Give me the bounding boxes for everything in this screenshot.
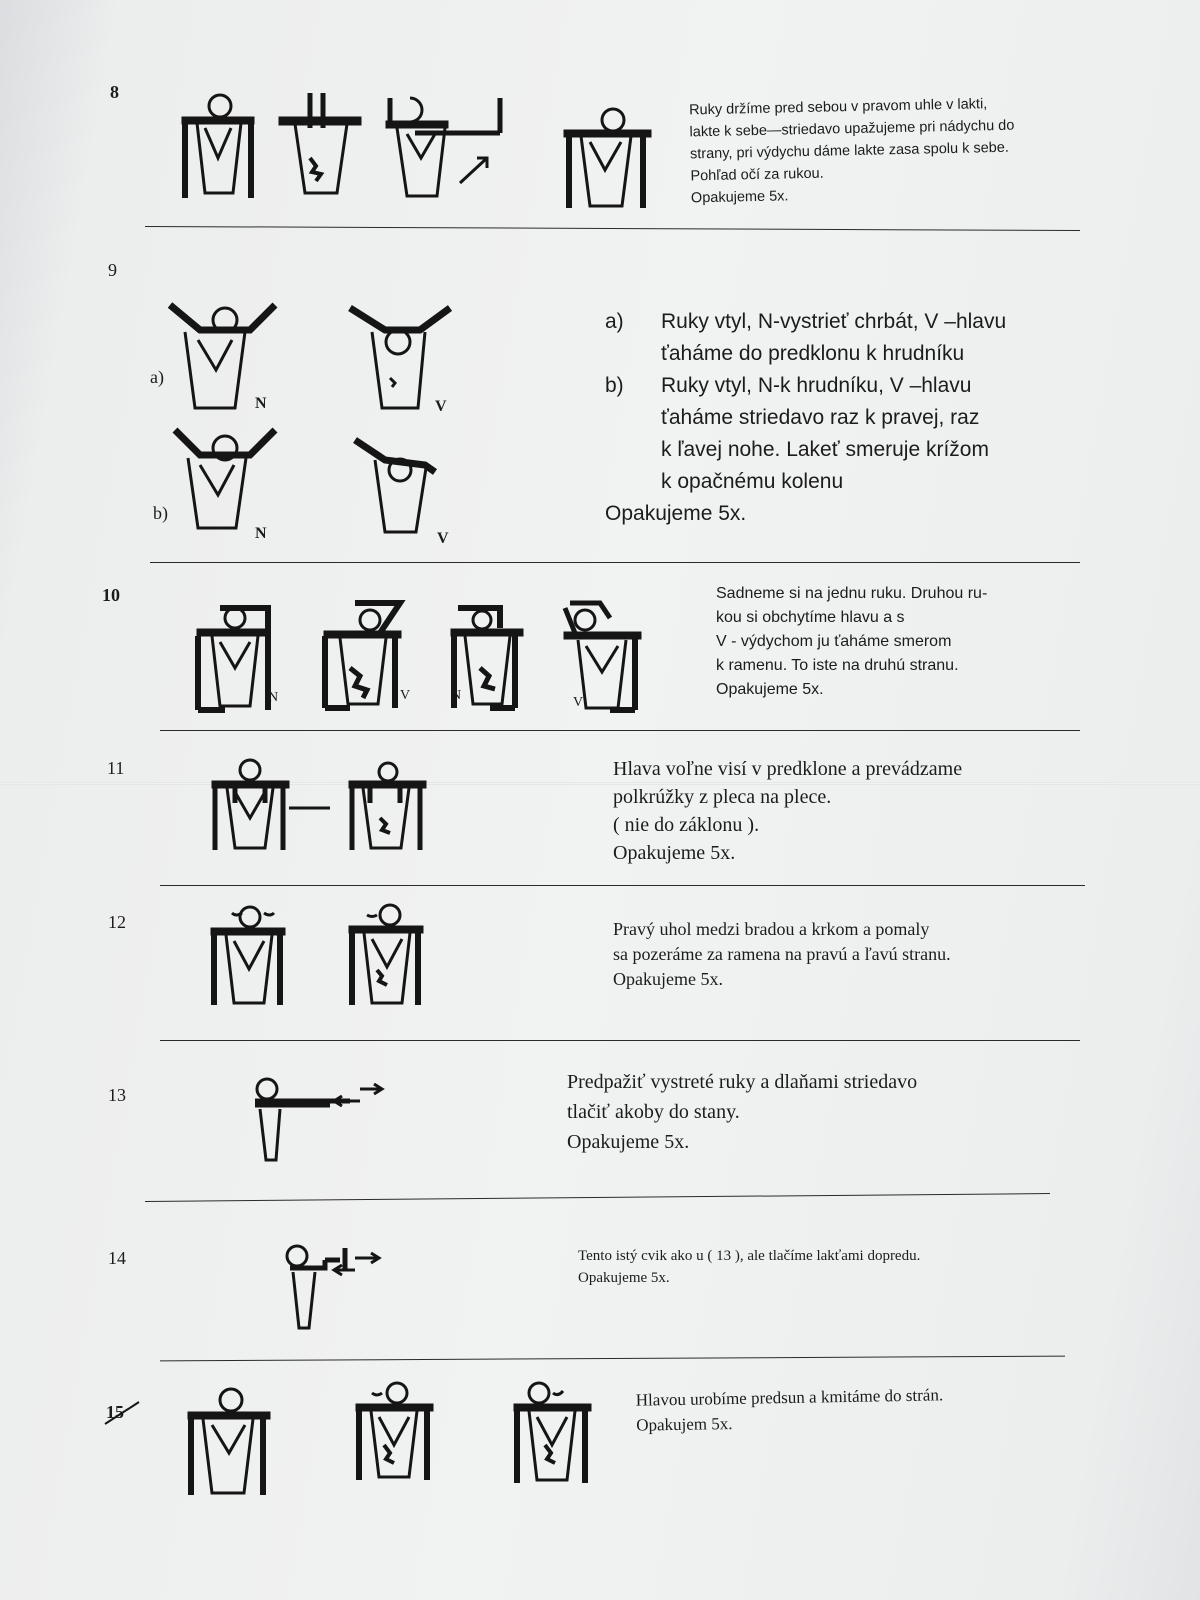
separator-line xyxy=(160,1040,1080,1041)
text-line: Pohľad očí za rukou. xyxy=(690,165,824,185)
exercise-9-instructions xyxy=(605,306,1006,530)
exercise-number: 11 xyxy=(107,758,125,778)
figure-label-n: N xyxy=(255,525,267,542)
exercise-number: 8 xyxy=(110,82,119,102)
exercise-number: 14 xyxy=(108,1248,126,1268)
text-line: Opakujem 5x. xyxy=(636,1414,733,1435)
exercise-number: 12 xyxy=(108,912,126,932)
exercise-10-figures xyxy=(190,598,660,718)
text-line: Sadneme si na jednu ruku. Druhou ru- xyxy=(716,585,988,602)
text-line: k ľavej nohe. Lakeť smeruje krížom xyxy=(661,438,989,461)
text-line: Opakujeme 5x. xyxy=(613,969,723,989)
exercise-15-figures xyxy=(187,1385,597,1505)
text-line: k opačnému kolenu xyxy=(661,470,844,493)
exercise-12-instructions xyxy=(613,917,951,992)
text-line: Predpažiť vystreté ruky a dlaňami striedavo xyxy=(567,1071,918,1093)
text-line: Ruky držíme pred sebou v pravom uhle v lakti, xyxy=(688,96,988,119)
separator-line xyxy=(160,730,1080,731)
text-line: tlačiť akoby do stany. xyxy=(567,1101,740,1123)
text-line: Hlava voľne visí v predklone a prevádzame xyxy=(613,758,963,780)
text-line: Ruky vtyl, N-k hrudníku, V –hlavu xyxy=(661,374,972,397)
exercise-14-instructions xyxy=(578,1245,920,1289)
exercise-11-figures xyxy=(205,758,445,858)
exercise-14-figures xyxy=(285,1240,405,1330)
text-line: V - výdychom ju ťaháme smerom xyxy=(716,633,952,650)
exercise-11-instructions xyxy=(613,755,962,867)
text-line: ťaháme striedavo raz k pravej, raz xyxy=(661,406,980,429)
figure-label-b: b) xyxy=(153,503,168,523)
figure-label-a: a) xyxy=(150,367,164,387)
instruction-a xyxy=(605,306,1006,338)
instruction-b xyxy=(605,370,1006,402)
exercise-13-instructions xyxy=(567,1067,917,1157)
text-line: k ramenu. To iste na druhú stranu. xyxy=(716,657,959,674)
figure-label-v: V xyxy=(400,688,411,703)
text-line: ( nie do záklonu ). xyxy=(613,814,760,836)
exercise-10-instructions xyxy=(716,582,987,702)
text-line: Hlavou urobíme predsun a kmitáme do strán. xyxy=(635,1385,944,1410)
exercise-15-instructions xyxy=(636,1382,944,1437)
figure-label-v: V xyxy=(437,530,449,547)
exercise-number: 9 xyxy=(108,260,117,280)
exercise-13-figures xyxy=(250,1075,400,1165)
exercise-12-figures xyxy=(212,905,432,1010)
figure-label-v: V xyxy=(573,695,584,710)
text-line: Opakujeme 5x. xyxy=(690,188,789,207)
text-line: polkrúžky z pleca na plece. xyxy=(613,786,832,808)
strike-through-mark xyxy=(103,1398,143,1428)
exercise-8-figures xyxy=(175,88,695,228)
exercise-number: 15 xyxy=(106,1402,124,1422)
exercise-number: 10 xyxy=(102,585,120,605)
text-line: Opakujeme 5x. xyxy=(567,1131,690,1153)
text-line: sa pozeráme za ramena na pravú a ľavú stranu. xyxy=(613,944,951,964)
text-line: Opakujeme 5x. xyxy=(605,502,747,525)
figure-label-n: N xyxy=(451,688,462,703)
separator-line xyxy=(160,885,1085,886)
text-line: Pravý uhol medzi bradou a krkom a pomaly xyxy=(613,919,930,939)
text-line: kou si obchytíme hlavu a s xyxy=(716,609,905,626)
text-line: Opakujeme 5x. xyxy=(613,842,736,864)
exercise-9-figures xyxy=(150,300,470,550)
marker-b: b) xyxy=(605,374,624,397)
text-line: ťaháme do predklonu k hrudníku xyxy=(661,342,965,365)
figure-label-n: N xyxy=(255,395,267,412)
text-line: Tento istý cvik ako u ( 13 ), ale tlačíme lakťami dopredu. xyxy=(578,1248,921,1264)
marker-a: a) xyxy=(605,310,624,333)
paper-fold xyxy=(0,782,1200,785)
text-line: lakte k sebe—striedavo upažujeme pri nádychu do xyxy=(689,117,1015,141)
exercise-number: 13 xyxy=(108,1085,126,1105)
figure-label-v: V xyxy=(435,398,447,415)
exercise-8-instructions xyxy=(689,93,1016,210)
separator-line xyxy=(150,562,1080,563)
text-line: Opakujeme 5x. xyxy=(716,681,824,698)
text-line: Ruky vtyl, N-vystrieť chrbát, V –hlavu xyxy=(661,310,1007,333)
figure-label-n: N xyxy=(268,690,279,705)
text-line: strany, pri výdychu dáme lakte zasa spolu k sebe. xyxy=(689,139,1010,163)
text-line: Opakujeme 5x. xyxy=(578,1270,670,1286)
